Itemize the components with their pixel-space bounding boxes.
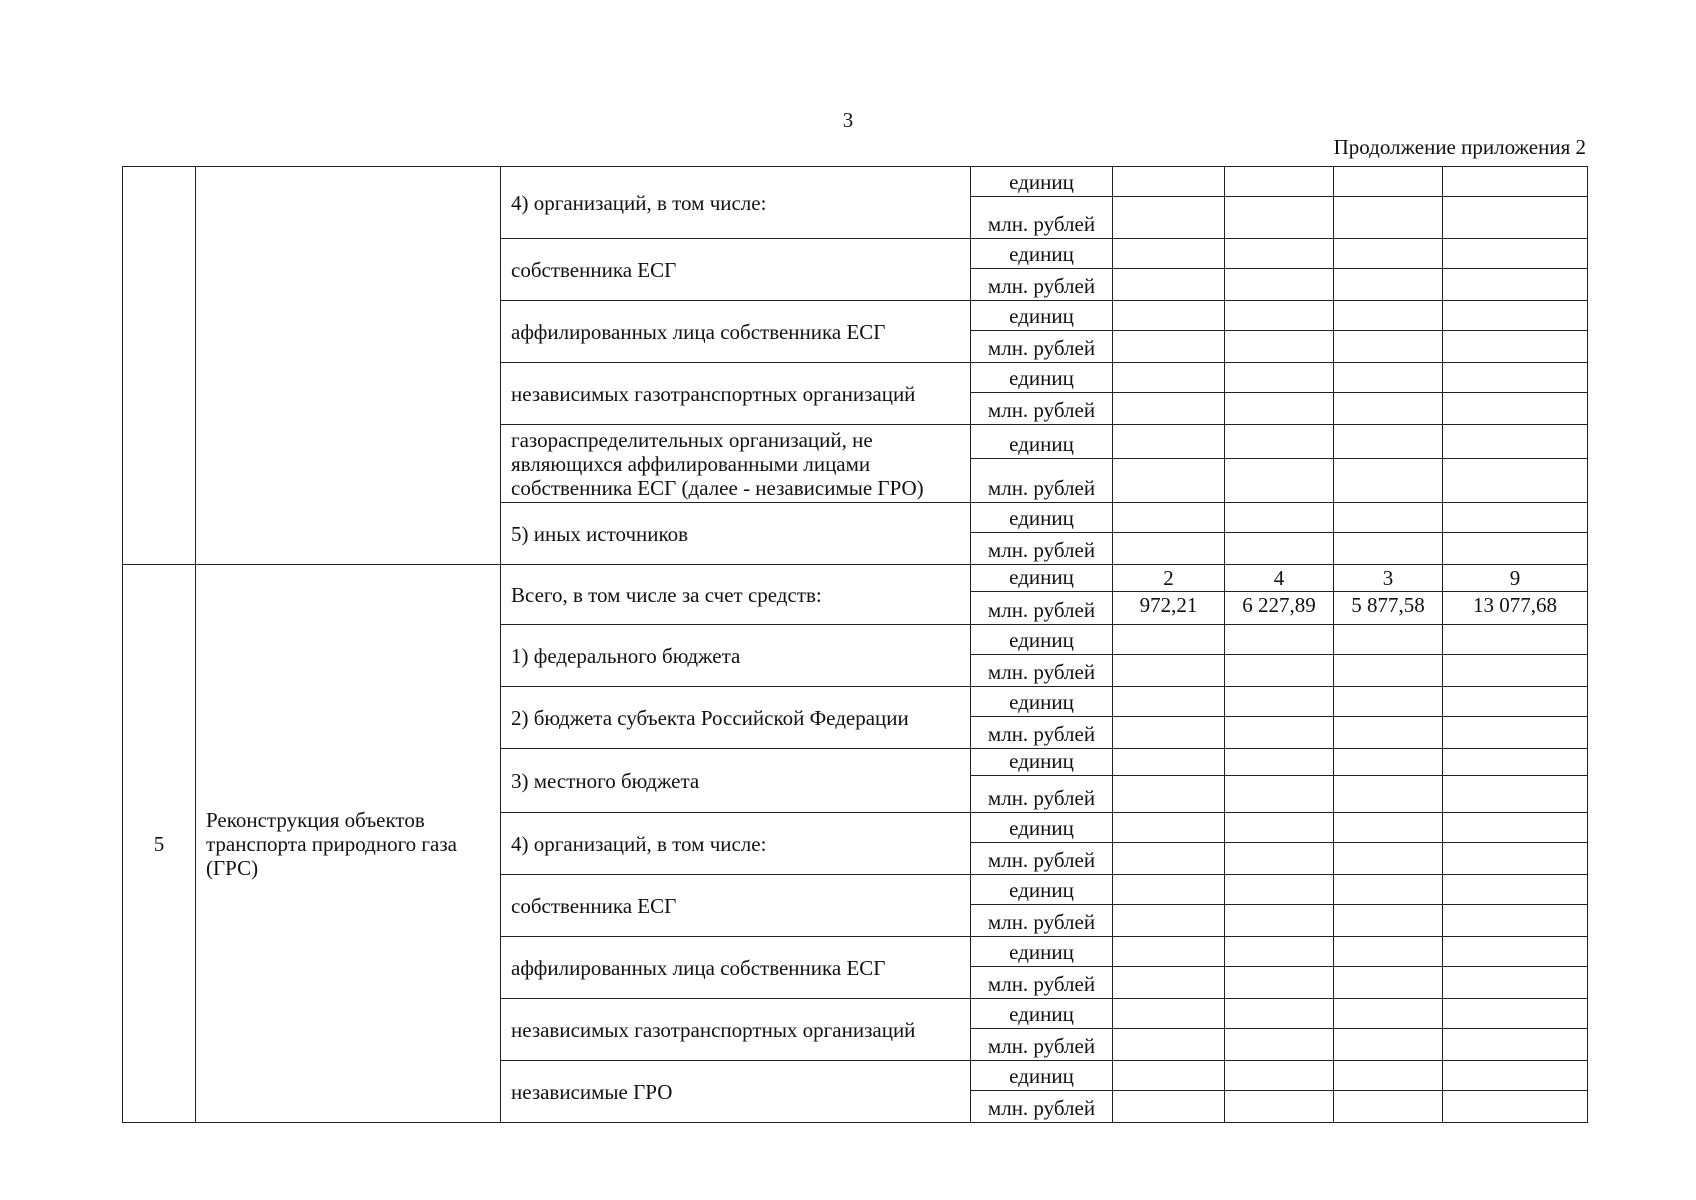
funding-source-cell: независимых газотранспортных организаций [501, 999, 971, 1061]
value-cell [1443, 393, 1588, 425]
unit-money-cell: млн. рублей [971, 331, 1113, 363]
value-cell [1334, 363, 1443, 393]
row-number-cell: 5 [123, 565, 196, 1123]
value-cell [1443, 503, 1588, 533]
value-cell [1334, 843, 1443, 875]
unit-money-cell: млн. рублей [971, 905, 1113, 937]
unit-count-cell: единиц [971, 937, 1113, 967]
value-cell [1334, 749, 1443, 776]
value-cell [1334, 301, 1443, 331]
unit-money-cell: млн. рублей [971, 269, 1113, 301]
value-cell [1443, 1029, 1588, 1061]
value-cell [1443, 655, 1588, 687]
value-cell [1334, 687, 1443, 717]
value-cell [1225, 776, 1334, 813]
value-cell [1443, 239, 1588, 269]
value-cell [1334, 813, 1443, 843]
funding-source-cell: Всего, в том числе за счет средств: [501, 565, 971, 625]
value-cell [1443, 905, 1588, 937]
value-cell [1225, 269, 1334, 301]
value-cell [1334, 776, 1443, 813]
unit-count-cell: единиц [971, 503, 1113, 533]
value-cell [1225, 363, 1334, 393]
appendix-note: Продолжение приложения 2 [1333, 135, 1586, 159]
value-cell [1334, 459, 1443, 503]
value-cell [1443, 687, 1588, 717]
value-cell [1443, 1061, 1588, 1091]
value-cell [1443, 331, 1588, 363]
value-cell [1225, 655, 1334, 687]
value-cell [1334, 717, 1443, 749]
value-cell [1113, 937, 1225, 967]
unit-money-cell: млн. рублей [971, 717, 1113, 749]
value-cell [1443, 301, 1588, 331]
value-cell [1443, 625, 1588, 655]
value-cell [1113, 533, 1225, 565]
value-cell [1443, 749, 1588, 776]
value-cell [1113, 967, 1225, 999]
unit-money-cell: млн. рублей [971, 967, 1113, 999]
value-cell [1225, 393, 1334, 425]
value-cell [1443, 425, 1588, 459]
value-cell [1225, 843, 1334, 875]
funding-source-cell: 1) федерального бюджета [501, 625, 971, 687]
value-cell [1443, 937, 1588, 967]
value-cell: 972,21 [1113, 592, 1225, 625]
value-cell [1113, 749, 1225, 776]
value-cell [1334, 875, 1443, 905]
unit-count-cell: единиц [971, 813, 1113, 843]
value-cell [1113, 655, 1225, 687]
value-cell [1334, 167, 1443, 197]
value-cell [1334, 393, 1443, 425]
value-cell [1225, 717, 1334, 749]
value-cell [1225, 301, 1334, 331]
value-cell [1225, 197, 1334, 239]
value-cell [1113, 459, 1225, 503]
unit-count-cell: единиц [971, 363, 1113, 393]
value-cell [1225, 1091, 1334, 1123]
unit-count-cell: единиц [971, 565, 1113, 592]
value-cell [1443, 776, 1588, 813]
value-cell [1113, 687, 1225, 717]
unit-money-cell: млн. рублей [971, 1091, 1113, 1123]
funding-source-cell: 3) местного бюджета [501, 749, 971, 813]
value-cell [1113, 269, 1225, 301]
unit-count-cell: единиц [971, 167, 1113, 197]
value-cell [1443, 269, 1588, 301]
unit-count-cell: единиц [971, 749, 1113, 776]
unit-money-cell: млн. рублей [971, 843, 1113, 875]
value-cell [1225, 625, 1334, 655]
value-cell [1113, 239, 1225, 269]
value-cell [1443, 533, 1588, 565]
value-cell [1113, 999, 1225, 1029]
value-cell [1113, 813, 1225, 843]
value-cell: 9 [1443, 565, 1588, 592]
value-cell [1113, 197, 1225, 239]
unit-count-cell: единиц [971, 239, 1113, 269]
value-cell [1334, 503, 1443, 533]
value-cell [1113, 503, 1225, 533]
value-cell [1113, 1029, 1225, 1061]
value-cell [1443, 999, 1588, 1029]
value-cell [1225, 331, 1334, 363]
object-name-cell [196, 167, 501, 565]
table-row [123, 167, 1588, 197]
unit-money-cell: млн. рублей [971, 393, 1113, 425]
funding-source-cell: 4) организаций, в том числе: [501, 167, 971, 239]
value-cell [1113, 331, 1225, 363]
value-cell [1113, 776, 1225, 813]
unit-count-cell: единиц [971, 301, 1113, 331]
value-cell [1334, 1091, 1443, 1123]
value-cell [1334, 1029, 1443, 1061]
value-cell [1334, 655, 1443, 687]
value-cell [1225, 875, 1334, 905]
unit-money-cell: млн. рублей [971, 197, 1113, 239]
unit-count-cell: единиц [971, 687, 1113, 717]
table-row [123, 565, 1588, 592]
value-cell [1334, 1061, 1443, 1091]
funding-source-cell: 4) организаций, в том числе: [501, 813, 971, 875]
unit-count-cell: единиц [971, 1061, 1113, 1091]
value-cell [1334, 967, 1443, 999]
unit-money-cell: млн. рублей [971, 592, 1113, 625]
funding-source-cell: 5) иных источников [501, 503, 971, 565]
value-cell [1225, 1029, 1334, 1061]
value-cell [1113, 875, 1225, 905]
value-cell [1113, 1091, 1225, 1123]
value-cell [1113, 843, 1225, 875]
object-name-cell: Реконструкция объектов транспорта природного газа (ГРС) [196, 565, 501, 1123]
funding-source-cell: собственника ЕСГ [501, 239, 971, 301]
value-cell [1225, 999, 1334, 1029]
unit-money-cell: млн. рублей [971, 1029, 1113, 1061]
value-cell [1225, 749, 1334, 776]
value-cell [1225, 1061, 1334, 1091]
funding-source-cell: 2) бюджета субъекта Российской Федерации [501, 687, 971, 749]
value-cell: 13 077,68 [1443, 592, 1588, 625]
value-cell: 3 [1334, 565, 1443, 592]
value-cell [1113, 363, 1225, 393]
value-cell [1334, 239, 1443, 269]
value-cell [1113, 167, 1225, 197]
row-number-cell [123, 167, 196, 565]
value-cell [1334, 905, 1443, 937]
value-cell [1225, 937, 1334, 967]
value-cell [1225, 905, 1334, 937]
funding-source-cell: независимых газотранспортных организаций [501, 363, 971, 425]
value-cell [1334, 425, 1443, 459]
value-cell: 5 877,58 [1334, 592, 1443, 625]
value-cell [1443, 967, 1588, 999]
funding-source-cell: аффилированных лица собственника ЕСГ [501, 937, 971, 999]
funding-source-cell: независимые ГРО [501, 1061, 971, 1123]
funding-source-cell: собственника ЕСГ [501, 875, 971, 937]
value-cell [1443, 459, 1588, 503]
value-cell [1225, 503, 1334, 533]
value-cell [1334, 999, 1443, 1029]
unit-money-cell: млн. рублей [971, 533, 1113, 565]
value-cell [1225, 533, 1334, 565]
value-cell [1225, 239, 1334, 269]
value-cell: 2 [1113, 565, 1225, 592]
value-cell [1113, 393, 1225, 425]
value-cell [1443, 717, 1588, 749]
value-cell: 4 [1225, 565, 1334, 592]
page-number: 3 [842, 108, 854, 132]
value-cell [1443, 167, 1588, 197]
unit-count-cell: единиц [971, 425, 1113, 459]
value-cell [1225, 167, 1334, 197]
value-cell [1334, 269, 1443, 301]
funding-table [122, 166, 1588, 1123]
value-cell [1334, 533, 1443, 565]
value-cell [1443, 875, 1588, 905]
unit-money-cell: млн. рублей [971, 776, 1113, 813]
value-cell [1113, 905, 1225, 937]
value-cell [1113, 625, 1225, 655]
unit-count-cell: единиц [971, 875, 1113, 905]
value-cell [1334, 937, 1443, 967]
unit-count-cell: единиц [971, 625, 1113, 655]
unit-money-cell: млн. рублей [971, 655, 1113, 687]
value-cell [1113, 301, 1225, 331]
value-cell [1225, 813, 1334, 843]
value-cell [1334, 625, 1443, 655]
value-cell [1334, 331, 1443, 363]
value-cell [1113, 1061, 1225, 1091]
value-cell [1443, 843, 1588, 875]
value-cell [1443, 813, 1588, 843]
value-cell [1225, 967, 1334, 999]
value-cell [1334, 197, 1443, 239]
value-cell [1113, 717, 1225, 749]
value-cell [1225, 459, 1334, 503]
value-cell [1443, 1091, 1588, 1123]
funding-source-cell: газораспределительных организаций, не являющихся аффилированными лицами собственника ЕСГ (далее - независимые ГРО) [501, 425, 971, 503]
value-cell [1443, 197, 1588, 239]
value-cell [1225, 687, 1334, 717]
funding-source-cell: аффилированных лица собственника ЕСГ [501, 301, 971, 363]
value-cell [1443, 363, 1588, 393]
value-cell [1113, 425, 1225, 459]
value-cell [1225, 425, 1334, 459]
unit-money-cell: млн. рублей [971, 459, 1113, 503]
unit-count-cell: единиц [971, 999, 1113, 1029]
value-cell: 6 227,89 [1225, 592, 1334, 625]
